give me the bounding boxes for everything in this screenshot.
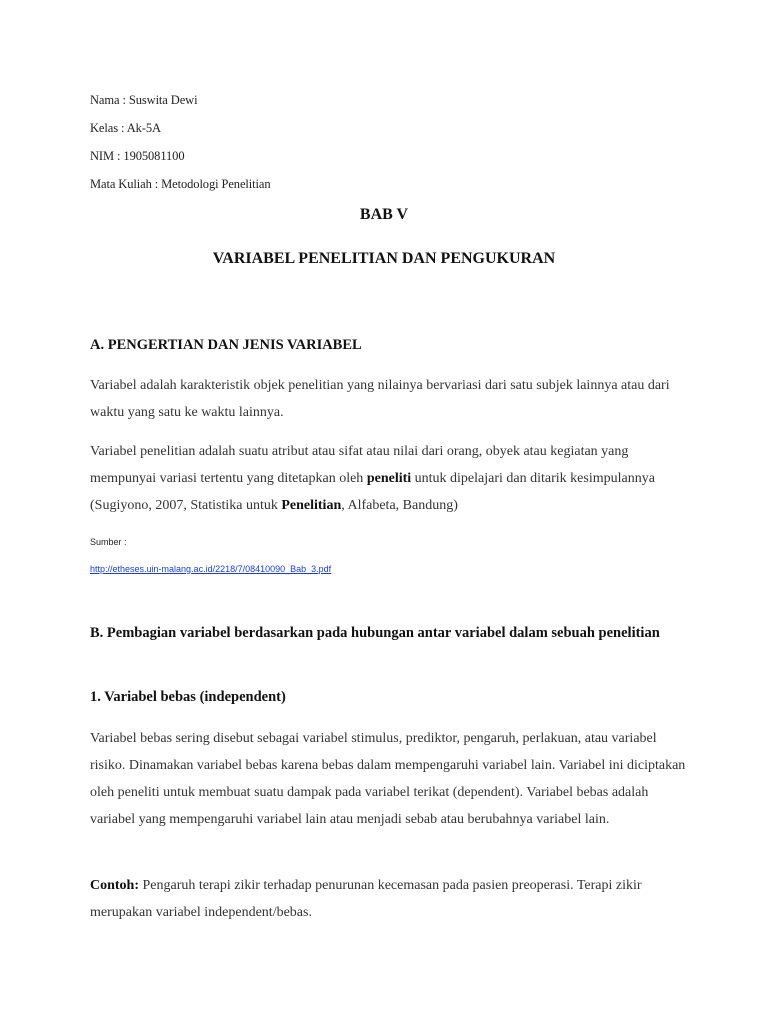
section-a-paragraph-1: Variabel adalah karakteristik objek penelitian yang nilainya bervariasi dari satu subjek lainnya atau dari waktu yang satu ke waktu lainnya. xyxy=(90,378,670,420)
source-label: Sumber : xyxy=(90,537,127,547)
para2-text-1: Variabel penelitian adalah suatu atribut atau sifat atau nilai dari orang, obyek atau kegiatan yang mempunyai variasi tertentu yang ditetapkan oleh xyxy=(90,444,629,486)
variabel-bebas-heading: 1. Variabel bebas (independent) xyxy=(90,689,286,705)
para2-bold-penelitian: Penelitian xyxy=(281,498,342,513)
para2-text-2: untuk dipelajari dan ditarik kesimpulannya (Sugiyono, 2007, Statistika untuk xyxy=(90,471,655,513)
contoh-label: Contoh: xyxy=(90,878,140,893)
contoh-text: Pengaruh terapi zikir terhadap penurunan kecemasan pada pasien preoperasi. Terapi zikir merupakan variabel independent/bebas. xyxy=(90,878,642,920)
student-name: Nama : Suswita Dewi xyxy=(90,93,198,107)
section-a-paragraph-2 xyxy=(90,438,690,519)
student-class: Kelas : Ak-5A xyxy=(90,121,161,135)
chapter-title: VARIABEL PENELITIAN DAN PENGUKURAN xyxy=(212,250,556,267)
section-b-heading: B. Pembagian variabel berdasarkan pada hubungan antar variabel dalam sebuah penelitian xyxy=(90,625,660,641)
course-name: Mata Kuliah : Metodologi Penelitian xyxy=(90,177,271,191)
source-link[interactable]: http://etheses.uin-malang.ac.id/2218/7/08410090_Bab_3.pdf xyxy=(90,564,332,574)
variabel-bebas-paragraph: Variabel bebas sering disebut sebagai variabel stimulus, prediktor, pengaruh, perlakuan, atau variabel risiko. Dinamakan variabel bebas karena bebas dalam mempengaruhi variabel lain. Variabel ini diciptakan oleh peneliti untuk membuat suatu dampak pada variabel terikat (dependent). Variabel bebas adalah variabel yang mempengaruhi variabel lain atau menjadi sebab atau berubahnya variabel lain. xyxy=(90,731,686,827)
para2-text-3: , Alfabeta, Bandung) xyxy=(341,498,458,513)
para2-bold-peneliti: peneliti xyxy=(366,471,412,486)
student-nim: NIM : 1905081100 xyxy=(90,149,185,163)
contoh-paragraph xyxy=(90,872,690,926)
section-a-heading: A. PENGERTIAN DAN JENIS VARIABEL xyxy=(90,337,362,353)
chapter-label: BAB V xyxy=(359,206,409,223)
